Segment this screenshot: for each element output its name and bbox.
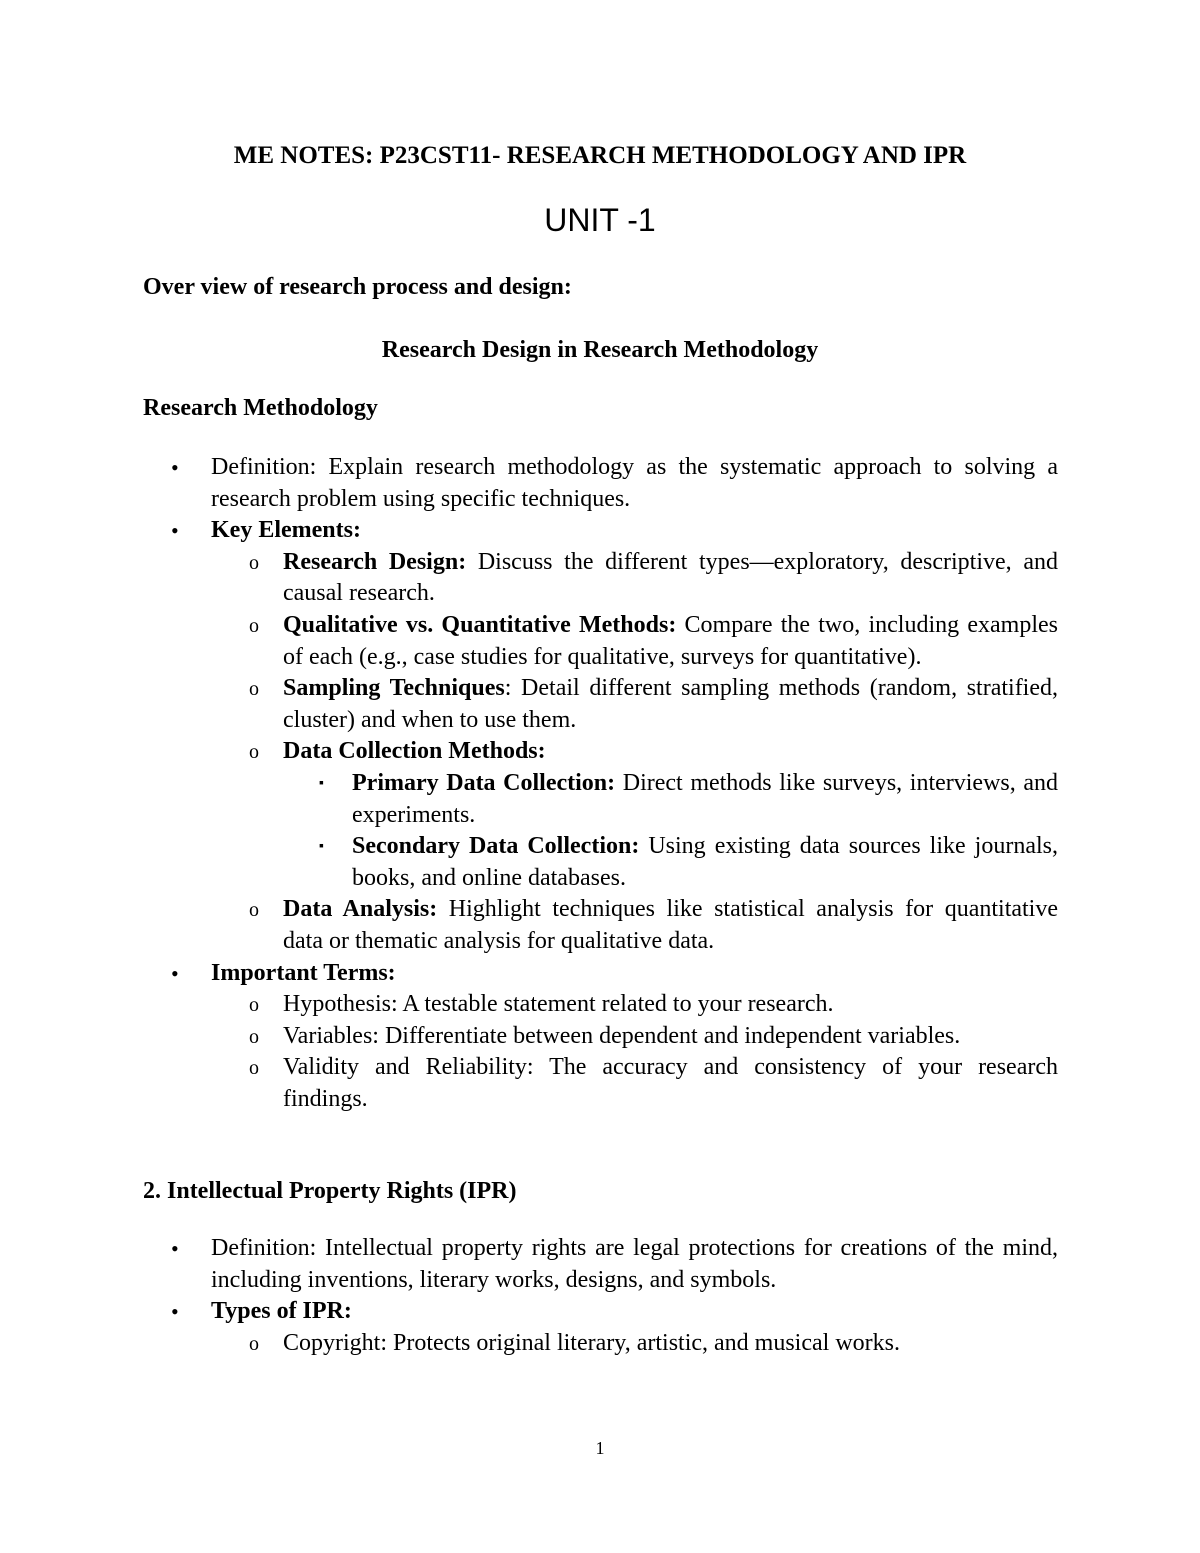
item-label: Qualitative vs. Quantitative Methods: (283, 611, 677, 638)
research-design-heading: Research Design in Research Methodology (381, 337, 819, 363)
copyright-text: Copyright: Protects original literary, artistic, and musical works. (283, 1329, 900, 1356)
list-item (143, 1021, 1058, 1053)
circle-bullet-icon: o (249, 1025, 259, 1048)
list-item (143, 547, 1058, 610)
unit-heading: UNIT -1 (544, 202, 656, 238)
list-item (143, 610, 1058, 673)
list-item (143, 673, 1058, 736)
item-label: Sampling Techniques (283, 675, 505, 702)
item-text: Discuss the different types—exploratory, descriptive, and causal research. (283, 548, 1058, 607)
key-elements-label: Key Elements: (211, 517, 361, 544)
bullet-icon: • (171, 1299, 179, 1325)
overview-heading: Over view of research process and design: (143, 274, 572, 300)
circle-bullet-icon: o (249, 1332, 259, 1355)
list-item (143, 1233, 1058, 1296)
item-text: Highlight techniques like statistical analysis for quantitative data or thematic analysis for qualitative data. (283, 896, 1059, 954)
list-item (143, 1296, 1058, 1328)
document-title: ME NOTES: P23CST11- RESEARCH METHODOLOGY AND IPR (233, 142, 967, 169)
hypothesis-text: Hypothesis: A testable statement related to your research. (283, 991, 834, 1018)
list-item (143, 736, 1058, 768)
ipr-heading: 2. Intellectual Property Rights (IPR) (143, 1178, 517, 1204)
bullet-icon: • (171, 518, 179, 544)
definition-text: Definition: Explain research methodology as the systematic approach to solving a research problem using specific techniques. (211, 454, 1058, 512)
bullet-icon: • (171, 1236, 179, 1261)
circle-bullet-icon: o (249, 551, 259, 574)
circle-bullet-icon: o (249, 899, 259, 922)
list-item (143, 989, 1058, 1021)
item-label: Research Design: (283, 548, 467, 575)
list-item (143, 958, 1058, 990)
list-item (143, 1052, 1058, 1115)
item-text: Compare the two, including examples of each (e.g., case studies for qualitative, surveys for quantitative). (283, 611, 1058, 670)
circle-bullet-icon: o (249, 1057, 259, 1080)
ipr-definition-text: Definition: Intellectual property rights are legal protections for creations of the mind, including inventions, literary works, designs, and symbols. (211, 1235, 1058, 1293)
ipr-list (143, 1233, 1058, 1359)
square-bullet-icon: ▪ (319, 775, 324, 791)
validity-text: Validity and Reliability: The accuracy and consistency of your research findings. (283, 1054, 1058, 1112)
page-number: 1 (595, 1438, 605, 1458)
square-bullet-icon: ▪ (319, 839, 324, 855)
item-text: : Detail different sampling methods (random, stratified, cluster) and when to use them. (283, 675, 1059, 733)
item-text: Using existing data sources like journals, books, and online databases. (352, 833, 1059, 891)
item-label: Data Analysis: (283, 896, 438, 923)
types-of-ipr-label: Types of IPR: (211, 1298, 352, 1325)
bullet-icon: • (171, 455, 179, 480)
circle-bullet-icon: o (249, 741, 259, 764)
item-label: Secondary Data Collection: (352, 833, 640, 860)
list-item (143, 1328, 1058, 1360)
circle-bullet-icon: o (249, 678, 259, 701)
item-label: Data Collection Methods: (283, 738, 546, 765)
methodology-list (143, 452, 1058, 1115)
bullet-icon: • (171, 960, 179, 986)
list-item (143, 515, 1058, 547)
variables-text: Variables: Differentiate between dependent and independent variables. (283, 1022, 961, 1049)
item-label: Primary Data Collection: (352, 769, 616, 796)
list-item (143, 831, 1058, 894)
item-text: Direct methods like surveys, interviews, and experiments. (352, 769, 1059, 828)
list-item (143, 894, 1058, 957)
important-terms-label: Important Terms: (211, 959, 396, 986)
list-item (143, 768, 1058, 831)
circle-bullet-icon: o (249, 614, 259, 637)
list-item (143, 452, 1058, 515)
research-methodology-heading: Research Methodology (143, 395, 378, 421)
circle-bullet-icon: o (249, 994, 259, 1017)
